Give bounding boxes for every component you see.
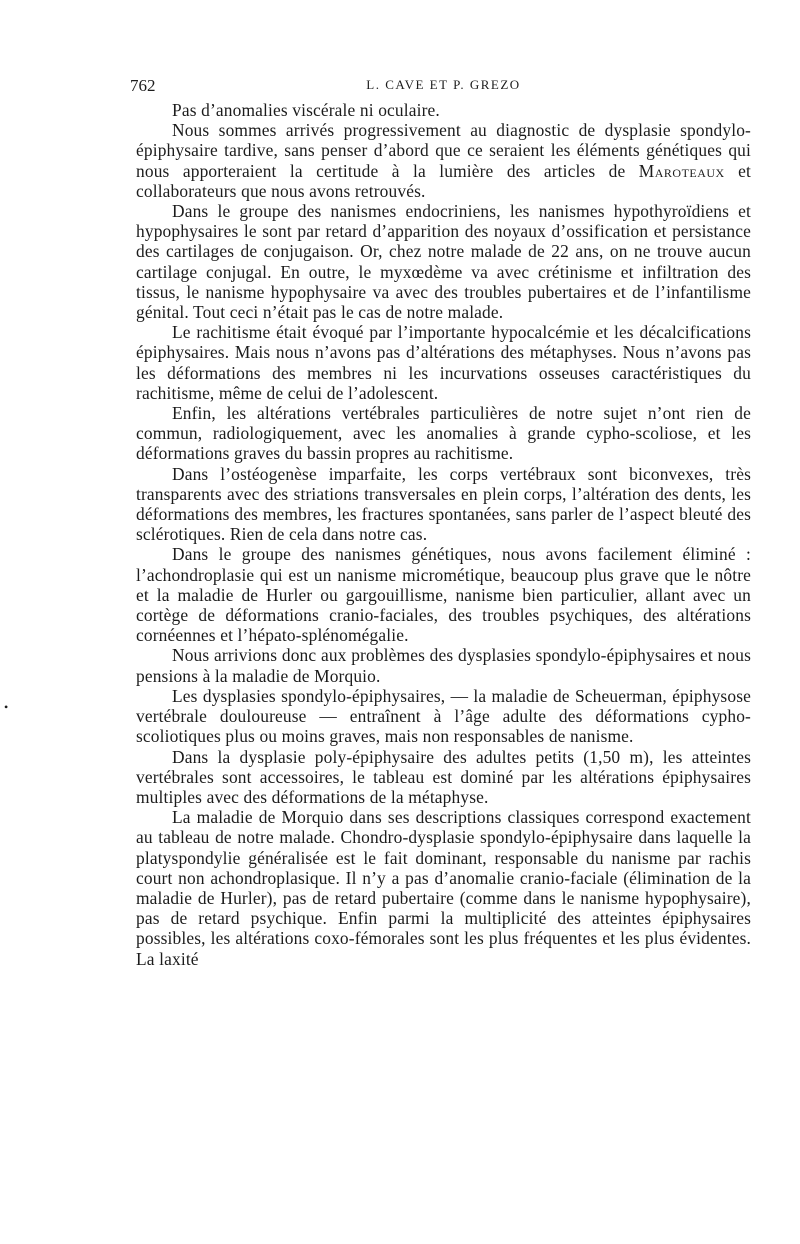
paragraph-text: Nous sommes arrivés progressivement au diagnostic de dysplasie spondylo-épiphysaire tardive, sans penser d’abord que ce seraient les éléments génétiques qui nous apporteraient la certitude à la lumière des articles de	[136, 120, 751, 181]
paragraph: Dans la dysplasie poly-épiphysaire des adultes petits (1,50 m), les atteintes vertébrales sont accessoires, le tableau est dominé par les altérations épiphysaires multiples avec des déformations de la métaphyse.	[136, 746, 751, 807]
margin-mark-icon: •	[4, 700, 9, 714]
paragraph: Pas d’anomalies viscérale ni oculaire.	[172, 100, 440, 120]
body-text	[136, 100, 751, 969]
page-header	[130, 74, 751, 100]
paragraph: Dans le groupe des nanismes endocriniens, les nanismes hypothyroïdiens et hypophysaires le sont par retard d’apparition des noyaux d’ossification et persistance des cartilages de conjugaison. Or, chez notre malade de 22 ans, on ne trouve aucun cartilage conjugal. En outre, le myxœdème va avec crétinisme et infiltration des tissus, le nanisme hypophysaire va avec des troubles pubertaires et de l’infantilisme génital. Tout ceci n’était pas le cas de notre malade.	[136, 201, 751, 323]
paragraph-text: et collaborateurs que nous avons retrouvés.	[136, 160, 751, 201]
paragraph: Dans le groupe des nanismes génétiques, nous avons facilement éliminé : l’achondroplasie qui est un nanisme micrométique, beaucoup plus grave que le nôtre et la maladie de Hurler ou gargouillisme, nanisme bien particulier, allant avec un cortège de déformations cranio-faciales, des troubles psychiques, des altérations cornéennes et l’hépato-splénomégalie.	[136, 544, 751, 646]
paragraph: Les dysplasies spondylo-épiphysaires, — la maladie de Scheuerman, épiphysose vertébrale douloureuse — entraînent à l’âge adulte des déformations cypho-scoliotiques plus ou moins graves, mais non responsables de nanisme.	[136, 685, 751, 747]
paragraph	[136, 120, 751, 201]
page	[130, 74, 751, 969]
page-number: 762	[130, 76, 156, 95]
running-title: L. CAVE ET P. GREZO	[366, 77, 521, 92]
paragraph: Enfin, les altérations vertébrales particulières de notre sujet n’ont rien de commun, radiologiquement, avec les anomalies à grande cypho-scoliose, et les déformations graves du bassin propres au rachitisme.	[136, 403, 751, 464]
author-name: Maroteaux	[638, 160, 725, 181]
paragraph: Le rachitisme était évoqué par l’importante hypocalcémie et les décalcifications épiphysaires. Mais nous n’avons pas d’altérations des métaphyses. Nous n’avons pas les déformations des membres ni les incurvations osseuses caractéristiques du rachitisme, même de celui de l’adolescent.	[136, 322, 751, 403]
paragraph: Dans l’ostéogenèse imparfaite, les corps vertébraux sont biconvexes, très transparents avec des striations transversales en plein corps, l’altération des dents, les déformations des membres, les fractures spontanées, sans parler de l’aspect bleuté des sclérotiques. Rien de cela dans notre cas.	[136, 463, 751, 545]
paragraph: La maladie de Morquio dans ses descriptions classiques correspond exactement au tableau de notre malade. Chondro-dysplasie spondylo-épiphysaire dans laquelle la platyspondylie généralisée est le fait dominant, responsable du nanisme par rachis court non achondroplasique. Il n’y a pas d’anomalie cranio-faciale (élimination de la maladie de Hurler), pas de retard pubertaire (comme dans le nanisme hypophysaire), pas de retard psychique. Enfin parmi la multiplicité des atteintes épiphysaires possibles, les altérations coxo-fémorales sont les plus fréquentes et les plus évidentes. La laxité	[136, 807, 751, 969]
paragraph: Nous arrivions donc aux problèmes des dysplasies spondylo-épiphysaires et nous pensions à la maladie de Morquio.	[136, 645, 751, 686]
